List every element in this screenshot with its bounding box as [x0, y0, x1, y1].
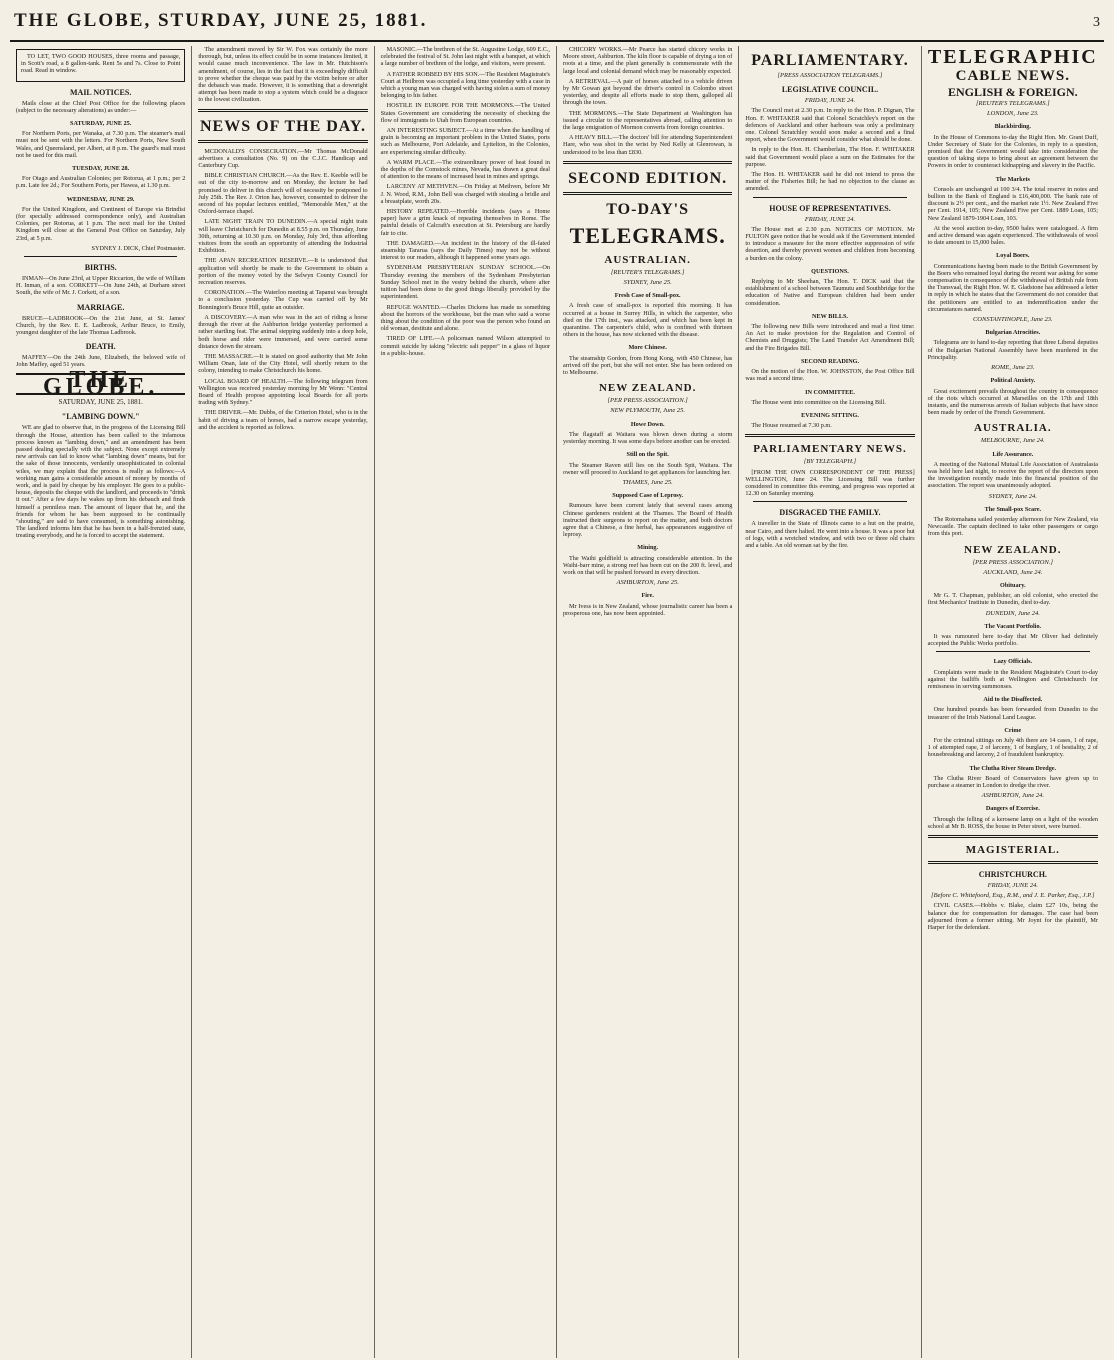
news-item: THE DAMAGED.—An incident in the history of the ill-fated steamship Tararua (says the Daily Times) may not be without interest to our readers, although it happened some years ago. — [380, 239, 550, 262]
story-text: The steamship Gordon, from Hong Kong, with 450 Chinese, has arrived off the port, but she will not enter. She has been ordered on to Melbourne. — [562, 354, 733, 377]
editorial-heading: "LAMBING DOWN." — [61, 412, 140, 422]
story-text: A meeting of the National Mutual Life Association of Australasia was held here last night, to receive the report of the directors upon the investigation recently made into the financial position of the association. The report was unanimously adopted. — [927, 460, 1098, 490]
evening-sitting-heading: EVENING SITTING. — [801, 411, 859, 419]
questions-heading: QUESTIONS. — [811, 267, 849, 275]
story-text: Mr G. T. Chapman, publisher, an old colonist, who erected the first Mechanics' Institute in Dunedin, died to-day. — [927, 592, 1098, 607]
dateline: ASHBURTON, June 25. — [616, 579, 679, 587]
divider — [198, 140, 367, 143]
story-heading: The Clutha River Steam Dredge. — [969, 764, 1057, 772]
story-text: On the motion of the Hon. W. JOHNSTON, the Post Office Bill was read a second time. — [745, 368, 915, 383]
divider — [745, 434, 914, 437]
divider — [198, 109, 367, 112]
story-text: Mr Ivess is in New Zealand, whose journalistic career has been a prosperous one, has now been appointed. — [562, 602, 733, 617]
telegraphic-heading — [928, 46, 1098, 99]
second-reading-heading: SECOND READING. — [800, 357, 860, 365]
house-heading: HOUSE OF REPRESENTATIVES. — [769, 203, 891, 213]
story-text: The flagstaff at Waitara was blown down during a storm yesterday morning. It was some days before another can be erected. — [562, 430, 733, 446]
story-text: The Steamer Raven still lies on the South Spit, Waitara. The owner will proceed to Auckland to get appliances for launching her. — [562, 461, 733, 476]
news-item: THE DRIVER.—Mr. Dubbs, of the Criterion Hotel, who is in the habit of driving a team of horses, had a narrow escape yesterday, and the accident is reported as follows. — [198, 409, 368, 431]
dateline: FRIDAY, JUNE 24. — [804, 97, 856, 105]
divider — [753, 197, 906, 198]
divider — [24, 256, 177, 257]
story-heading: Mining. — [637, 544, 659, 552]
story-text: For the criminal sittings on July 4th there are 14 cases, 1 of rape, 1 of attempted rape, 2 of larceny, 1 of burglary, 1 of bestiality, 2 of housebreaking and larceny, 2 of fraudulent bankruptcy. — [927, 737, 1098, 759]
story-text: The House resumed at 7.30 p.m. — [751, 422, 832, 430]
dateline: NEW PLYMOUTH, June 25. — [610, 407, 686, 415]
story-heading: More Chinese. — [628, 344, 667, 352]
story-heading: Fresh Case of Small-pox. — [614, 292, 681, 300]
mail-text: Mails close at the Chief Post Office for the following places (subject to the necessary alterations) as under:— — [16, 99, 186, 114]
news-item: MASONIC.—The brethren of the St. Augustine Lodge, 609 E.C., celebrated the festival of St. John last night with a banquet, at which a large number of brethren of the lodge, and visitors, were present. — [380, 46, 550, 68]
column-5 — [739, 46, 921, 1358]
telegrams-heading: TELEGRAMS. — [569, 222, 726, 248]
news-item: THE MORMONS.—The State Department at Washington has issued a circular to the representatives abroad, calling attention to the large emigration of Mormon converts from foreign countries. — [562, 109, 733, 132]
news-item: HISTORY REPEATED.—Horrible incidents (says a Home paper) have a grim knack of repeating themselves in Rome. The painful details of Calcraft's execution at St. Petersburg are hardly fair to cite. — [380, 208, 550, 237]
news-item: AN INTERESTING SUBJECT.—At a time when the handling of grain is becoming an important problem in the United States, ports such as Melbourne, Port Adelaide, and Lyttelton, in the Colonies, are experiencing similar difficulty. — [380, 127, 550, 156]
legislative-council-heading: LEGISLATIVE COUNCIL. — [781, 85, 879, 95]
news-item: REFUGE WANTED.—Charles Dickens has made us something about the horrors of the workhouse, but the man who said a worse thing about the condition of the poor was the person who found an old woman, destitute and alone. — [380, 303, 550, 333]
dateline: SYDNEY, June 24. — [988, 492, 1037, 500]
mail-text: For the United Kingdom, and Continent of Europe via Brindisi (for specially addressed correspondence only), and Australian Colonies, per Rotorua, at 1 p.m. The next mail for the United Kingdom will close at the General Post Office on Saturday, July 23rd, at 5 p.m. — [16, 205, 186, 242]
marriage-text: BRUCE—LADBROOK—On the 21st June, at St. James' Church, by the Rev. E. E. Ladbrook, Arthur Bruce, to Emily, youngest daughter of the late Thomas Ladbrook. — [16, 314, 186, 337]
story-text: The following new Bills were introduced and read a first time: An Act to make provision for the Regulation and Control of Chemists and Druggists; The Land Transfer Act Amendment Bill; and the Fire Brigades Bill. — [745, 323, 915, 352]
story-heading: Howe Down. — [630, 420, 665, 428]
story-heading: Bulgarian Atrocities. — [985, 329, 1041, 337]
news-item: LOCAL BOARD OF HEALTH.—The following telegram from Wellington was received yesterday morning by Mr Wenn: "Central Board of Health propose appointing local Boards for all ports trading with Sydney." — [198, 377, 368, 407]
story-heading: Crime — [1004, 726, 1022, 734]
column-2 — [192, 46, 374, 1358]
divider — [563, 161, 732, 164]
new-zealand-heading: NEW ZEALAND. — [964, 543, 1062, 556]
story-heading: Still on the Spit. — [626, 451, 669, 459]
news-item: A FATHER ROBBED BY HIS SON.—The Resident Magistrate's Court at Heilbron was occupied a long time yesterday with a case in which a young man was charged with having stolen a sum of money belonging to his father. — [380, 70, 550, 100]
news-item: A RETRIEVAL.—A pair of horses attached to a vehicle driven by Mr Gowan got beyond the driver's control in Colombo street yesterday, and despite all efforts made to stop them, galloped all through the town. — [562, 77, 733, 107]
dateline: FRIDAY, JUNE 24. — [804, 215, 856, 223]
story-text: [FROM THE OWN CORRESPONDENT OF THE PRESS] WELLINGTON, June 24. The Licensing Bill was further considered in committee this evening, and progress was reported at 12.30 on Saturday morning. — [745, 468, 915, 498]
dateline: CONSTANTINOPLE, June 23. — [972, 316, 1053, 324]
story-text: In reply to the Hon. H. Chamberlain, The Hon. F. WHITAKER said that Government would place a sum on the Estimates for the purpose. — [745, 146, 915, 168]
marriage-heading: MARRIAGE. — [76, 302, 125, 312]
divider — [928, 835, 1098, 838]
story-text: Communications having been made to the British Government by the Boers who remained loyal during the recent war asking for some compensation in consequence of the withdrawal of British rule from the Transvaal, the Right Hon. W. E. Gladstone has addressed a letter in reply in which he states that the Government do not consider that the petitioners are entitled to an indemnification under the circumstances named. — [927, 262, 1098, 313]
divider — [936, 651, 1090, 652]
news-item: MCDONALD'S CONSECRATION.—Mr Thomas McDonald advertises a consultation (No. 9) on the C.J.C. Handicap and Canterbury Cup. — [198, 147, 368, 170]
news-item: SYDENHAM PRESBYTERIAN SUNDAY SCHOOL.—On Thursday evening the members of the Sydenham Presbyterian Sunday School met in the vestry behind the church, where after tuition had been done to the good things liberally provided by the superintendent. — [380, 264, 550, 301]
death-text: MAFFEY—On the 24th June, Elizabeth, the beloved wife of John Maffey, aged 51 years. — [16, 354, 186, 369]
story-text: Rumours have been current lately that several cases among Chinese gardeners resident at the Thames. The Board of Health instructed their surgeons to report on the matter, and both doctors agree that a Chinese, a fine herbal, has appearances suggestive of leprosy. — [562, 502, 733, 539]
dateline: ROME, June 23. — [991, 364, 1035, 372]
story-text: Complaints were made in the Resident Magistrate's Court to-day against the bailiffs both at Wellington and Christchurch for remissness in serving summonses. — [927, 668, 1098, 690]
dateline: ASHBURTON, June 24. — [981, 792, 1044, 800]
story-text: The Waihi goldfield is attracting considerable attention. In the Waihi-barr mine, a strong reef has been cut on the 200 ft. level, and work on that will be pushed forward in every direction. — [562, 554, 733, 576]
story-heading: Aid to the Disaffected. — [983, 696, 1043, 704]
story-text: The Rotomahana sailed yesterday afternoon for New Zealand, via Newcastle. The captain declined to take other passengers or cargo from this port. — [927, 515, 1098, 538]
news-item: LATE NIGHT TRAIN TO DUNEDIN.—A special night train will leave Christchurch for Dunedin at 8.55 p.m. on Thursday, June 30th, returning at 10.30 p.m. on Monday, July 3rd, thus affording visitors from the south an opportunity of attending the Industrial Exhibition. — [198, 218, 368, 255]
postmaster-signature: SYDNEY J. DICK, Chief Postmaster. — [91, 244, 186, 252]
masthead — [10, 8, 1104, 42]
story-text: At the wool auction to-day, 9500 bales were catalogued. A firm and active demand was again experienced. The withdrawals of wool to date amount to 15,000 bales. — [927, 224, 1098, 247]
press-subheading: [PER PRESS ASSOCIATION.] — [972, 558, 1053, 566]
divider — [563, 192, 732, 195]
parliamentary-heading: PARLIAMENTARY. — [751, 52, 909, 69]
news-item: CHICORY WORKS.—Mr Pearce has started chicory works in Moore street, Ashburton. The kiln floor is capable of drying a ton of roots at a time, and the plant generally is commensurate with the large local and colonial demand which may be reasonably expected. — [562, 46, 733, 75]
australia-heading: AUSTRALIA. — [974, 422, 1052, 435]
issue-date: SATURDAY, JUNE 25, 1881. — [58, 398, 143, 407]
telegraph-subheading: [BY TELEGRAPH.] — [803, 458, 857, 466]
column-1 — [10, 46, 192, 1358]
english-foreign-title: ENGLISH & FOREIGN. — [947, 85, 1078, 99]
globe-title: THE GLOBE. — [16, 373, 185, 395]
column-3 — [375, 46, 557, 1358]
cable-news-title: CABLE NEWS. — [955, 68, 1070, 84]
news-item: A DISCOVERY.—A man who was in the act of riding a horse through the river at the Ashburton bridge yesterday performed a rather startling feat. The animal stepping suddenly into a deep hole, both horse and rider were immersed, and were carried some distance down the stream. — [198, 313, 368, 350]
mail-notices-heading: MAIL NOTICES. — [69, 87, 132, 97]
story-text: The House went into committee on the Licensing Bill. — [751, 398, 886, 406]
news-item: A HEAVY BILL.—The doctors' bill for attending Superintendent Hare, who was shot in the wrist by Ned Kelly at Glenrowan, is understood to be less than £830. — [562, 134, 733, 156]
story-heading: Fire. — [641, 592, 654, 600]
dateline: AUCKLAND, June 24. — [983, 568, 1043, 576]
story-text: A fresh case of small-pox is reported this morning. It has occurred at a house in Surrey Hills, in which the carpenter, who died on the 17th inst., was attacked, and which has been kept in quarantine. The carpenter's child, who is confined with thirteen others in the house, has now sickened with the disease. — [562, 302, 733, 339]
story-text: The Clutha River Board of Conservators have given up to purchase a steamer in London to dredge the river. — [927, 774, 1098, 790]
story-text: It was rumoured here to-day that Mr Oliver had definitely accepted the Public Works portfolio. — [927, 632, 1098, 648]
story-heading: Lazy Officials. — [993, 658, 1033, 666]
column-6 — [922, 46, 1104, 1358]
dateline: MELBOURNE, June 24. — [980, 437, 1045, 445]
story-text: One hundred pounds has been forwarded from Dunedin to the treasurer of the Irish National Land League. — [927, 706, 1098, 721]
story-heading: The Vacant Portfolio. — [984, 622, 1042, 630]
news-item: A WARM PLACE.—The extraordinary power of heat found in the depths of the Comstock mines, Nevada, has drawn a great deal of attention to the means of increased heat in mines and springs. — [380, 158, 550, 181]
story-heading: Loyal Boers. — [996, 252, 1030, 260]
column-4 — [557, 46, 739, 1358]
parliamentary-news-heading: PARLIAMENTARY NEWS. — [753, 443, 907, 456]
page-number: 3 — [1093, 15, 1100, 30]
news-item: TIRED OF LIFE.—A policeman named Wilson attempted to commit suicide by taking "electric salt pepper" in a glass of liquor in a public-house. — [380, 335, 550, 357]
reuter-subheading: [REUTER'S TELEGRAMS.] — [610, 268, 685, 276]
dateline: LONDON, June 23. — [987, 110, 1039, 118]
mail-text: For Northern Ports, per Wanaka, at 7.30 p.m. The steamer's mail must not be sent with the letters. For Northern Ports, New South Wales, and Queensland, per Albert, at 8 p.m. The guard's mail must not be used for this mail. — [16, 130, 186, 159]
story-heading: Political Anxiety. — [990, 377, 1036, 385]
editorial-text: WE are glad to observe that, in the progress of the Licensing Bill through the House, attention has been called to the infamous process known as "lambing down," and an amendment has been passed dealing specially with the subject. None except extremely new arrivals can fail to know what "lambing down" means, but for the sake of those innocents, verdantly unsophisticated in colonial wiles, we may explain that the process is really as follows:—A working man gains a considerable amount of money by months of work, and is paid by cheque by his employer. He goes to a public-house, deposits the cheque with the landlord, and proceeds to "drink it out." After a few days he wakes up from his debauch and finds himself a penniless man. The amount of liquor that he, and the friends for whom he has been supposed to be continually "shouting," are said to have consumed, is something astonishing. The landlord informs him that he has been in a half-frenzied state, treating everybody, and he is forced to accept the statement. — [16, 424, 186, 540]
mail-day-heading: WEDNESDAY, JUNE 29. — [66, 195, 135, 203]
story-heading: Dangers of Exercise. — [985, 805, 1040, 813]
committee-heading: IN COMMITTEE. — [805, 388, 855, 396]
news-of-the-day-heading: NEWS OF THE DAY. — [200, 117, 366, 135]
editorial-continued: The amendment moved by Sir W. Fox was certainly the more thorough, but, unless its effect could be in some instances limited, it would cause much inconvenience. The law in Mr. Hutchison's amendment, of course, lies in the fact that it is exceedingly difficult to prove whether the cheque was paid by the victim before or after the debauch was made. However, it is something that a downright attempt has been made to stop a system which could be a disgrace to the lowest civilization. — [198, 46, 368, 104]
second-edition-heading: SECOND EDITION. — [568, 169, 728, 187]
news-item: HOSTILE IN EUROPE FOR THE MORMONS.—The United States Government are considering the necessity of checking the flow of immigrants to Utah from European countries. — [380, 102, 550, 124]
masthead-title: THE GLOBE, STURDAY, JUNE 25, 1881. — [14, 10, 428, 31]
story-heading: Life Assurance. — [992, 450, 1034, 458]
news-item: CORONATION.—The Waterloo meeting at Tapanui was brought to a conclusion yesterday. The Cup was carried off by Mr Bonnington's Bruce Hill, quite an outsider. — [198, 289, 368, 311]
columns — [10, 46, 1104, 1358]
news-item: THE MASSACRE.—It is stated on good authority that Mr John William Onan, late of the City Hotel, will shortly return to the colony, intending to make Christchurch his home. — [198, 352, 368, 375]
news-item: LARCENY AT METHVEN.—On Friday at Methven, before Mr J. N. Wood, R.M., John Bell was charged with stealing a bridle and a breastplate, worth 20s. — [380, 183, 550, 205]
story-heading: Supposed Case of Leprosy. — [612, 492, 684, 500]
dateline: DUNEDIN, June 24. — [985, 609, 1040, 617]
telegraphic-title: TELEGRAPHIC — [927, 46, 1098, 68]
story-text: Great excitement prevails throughout the country in consequence of the riots which occurred at Marseilles on the 17th and 18th instants, and the numerous arrests of Italian subjects that have since been made by order of the French Government. — [927, 387, 1098, 417]
story-text: The House met at 2.30 p.m. NOTICES OF MOTION. Mr FULTON gave notice that he would ask if the Government intended to introduce a measure for the more effective suppression of wife desertion, and thereby prevent women and children from becoming a burden on the colony. — [745, 225, 915, 262]
court-subheading: [Before C. Whitefoord, Esq., R.M., and J. E. Parker, Esq., J.P.] — [931, 892, 1095, 900]
divider — [753, 501, 906, 502]
story-text: CIVIL CASES.—Hobbs v. Blake, claim £27 10s, being the balance due for compensation for damages. The case had been adjourned from a former sitting. Mr Joynt for the plaintiff, Mr Harper for the defendant. — [927, 902, 1098, 932]
story-heading: Blackbirding. — [994, 123, 1031, 131]
story-heading: The Small-pox Scare. — [984, 505, 1042, 513]
ad-text: TO LET, TWO GOOD HOUSES, three rooms and passage, in Scott's road, a 8 gallon-tank. Rent 5s and 7s. Close to Point road. Read in window. — [21, 53, 181, 75]
story-text: A traveller in the State of Illinois came to a hut on the prairie, near Cairo, and there halted. He went into a house. It was a poor hut of logs, with a wretched window, and with two or three old chairs and a table. An old woman sat by the fire. — [745, 520, 915, 549]
story-text: Through the felling of a kerosene lamp on a light of the wooden school at Mr B. ROSS, the house in Peter street, were burned. — [927, 815, 1098, 830]
news-item: THE APAN RECREATION RESERVE.—It is understood that application will shortly be made to the Government to obtain a portion of the money voted by the Selwyn County Council for recreation reserves. — [198, 257, 368, 287]
reuter-subheading: [REUTER'S TELEGRAMS.] — [976, 100, 1050, 107]
mail-day-heading: TUESDAY, JUNE 28. — [72, 165, 130, 173]
disgraced-heading: DISGRACED THE FAMILY. — [779, 508, 881, 518]
press-subheading: [PRESS ASSOCIATION TELEGRAMS.] — [777, 72, 883, 79]
christchurch-heading: CHRISTCHURCH. — [978, 870, 1047, 880]
dateline: SYDNEY, June 25. — [623, 279, 672, 287]
story-text: The Council met at 2.30 p.m. In reply to the Hon. P. Dignan, The Hon. F. WHITAKER said that Colonel Scratchley's report on the defences of Auckland and other harbours was only a preliminary one. Colonel Scratchley would soon make a second and a final report, when the Government would consider what should be done. — [745, 107, 915, 144]
dateline: THAMES, June 25. — [622, 478, 673, 486]
story-text: Consols are unchanged at 100 3/4. The total reserve in notes and bullion in the Bank of England is £16,400,000. The bank rate of discount is 2½ per cent., and the market rate 1½. New Zealand Five per Cent. 1914, 105; New Zealand Five per Cent. 1889 Loan, 105; New Zealand 1879-1904 Loan, 103. — [927, 185, 1098, 222]
story-text: Replying to Mr Sheehan, The Hon. T. DICK said that the establishment of a school between Taumutu and Southbridge for the education of Native and European children had been under consideration. — [745, 278, 915, 307]
births-text: INMAN—On June 23rd, at Upper Riccarton, the wife of William H. Inman, of a son. CORKETT—On June 24th, at Durham street South, the wife of Mr. J. Corkett, of a son. — [16, 275, 186, 297]
story-text: In the House of Commons to-day the Right Hon. Mr. Grant Duff, Under Secretary of State for the Colonies, in reply to a question, promised that the Government would take into consideration the question of taking steps to bring about an agreement between the Powers in order to counteract kidnapping and slavery in the Pacific. — [927, 133, 1098, 170]
divider — [928, 861, 1098, 864]
story-text: Telegrams are to hand to-day reporting that three Liberal deputies of the Bulgarian National Assembly have been murdered in the Principality. — [927, 339, 1098, 361]
press-subheading: [PER PRESS ASSOCIATION.] — [607, 397, 688, 405]
death-heading: DEATH. — [85, 342, 116, 352]
mail-day-heading: SATURDAY, JUNE 25. — [70, 120, 132, 128]
new-bills-heading: NEW BILLS. — [811, 312, 848, 320]
magisterial-heading: MAGISTERIAL. — [965, 844, 1060, 857]
story-text: The Hon. H. WHITAKER said he did not intend to press the matter of the Fisheries Bill; he had no objection to the clause as amended. — [745, 171, 915, 193]
births-heading: BIRTHS. — [84, 263, 117, 273]
story-heading: Obituary. — [1000, 581, 1026, 589]
todays-heading: TO-DAY'S — [606, 200, 689, 218]
mail-text: For Otago and Australian Colonies; per Rotorua, at 1 p.m.; per 2 p.m. Late fee 2d.; For Southern Ports, per Hawea, at 1.30 p.m. — [16, 175, 186, 190]
classified-ad — [16, 49, 185, 82]
australian-heading: AUSTRALIAN. — [604, 253, 691, 266]
news-item: BIBLE CHRISTIAN CHURCH.—As the Rev. E. Keeble will be out of the city to-morrow and on Monday, the lecture he had promised to deliver in this church will of necessity be postponed to July 25th. The Rev. J. Orton has, however, consented to deliver the second of his popular lectures entitled, "Memorable Men," at the Oxford-terrace chapel. — [198, 172, 368, 216]
dateline: FRIDAY, JUNE 24. — [987, 882, 1038, 890]
story-heading: The Markets — [995, 175, 1030, 183]
new-zealand-heading: NEW ZEALAND. — [598, 382, 697, 395]
